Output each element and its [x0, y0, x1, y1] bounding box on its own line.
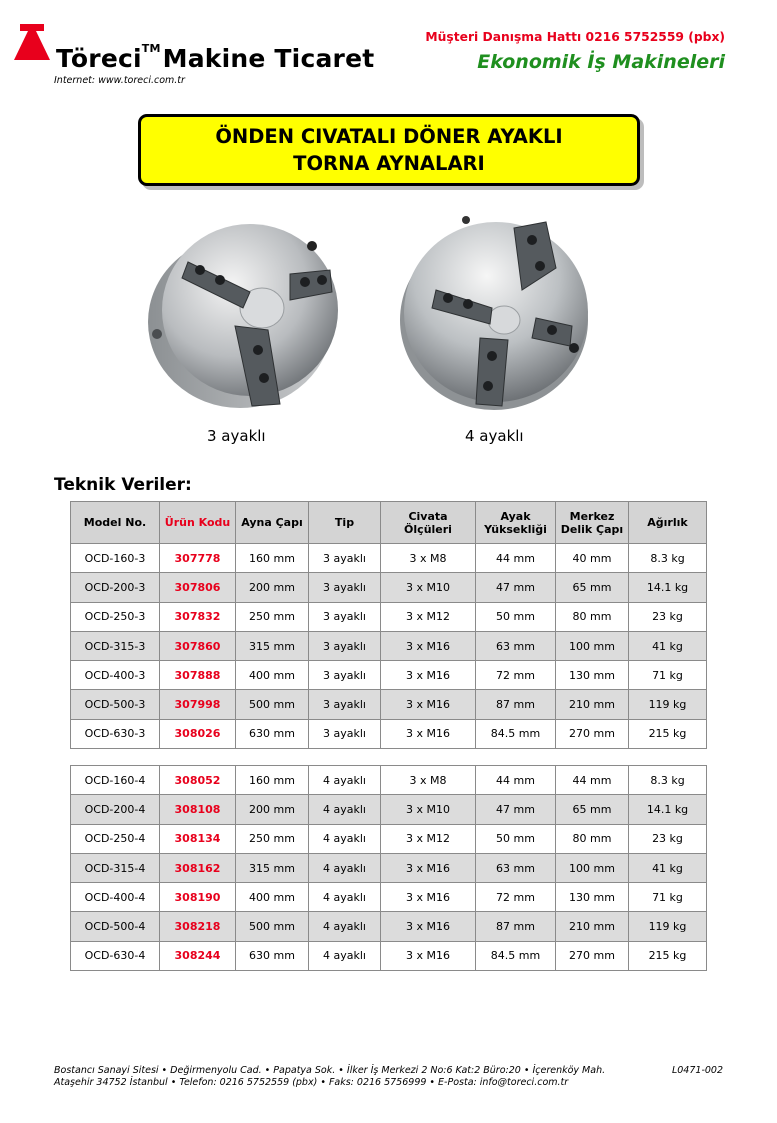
cell-bolt-size: 3 x M16 — [381, 690, 476, 719]
cell-bolt-size: 3 x M16 — [381, 853, 476, 882]
cell-type: 3 ayaklı — [309, 661, 381, 690]
cell-jaw-height: 50 mm — [476, 824, 556, 853]
cell-bolt-size: 3 x M8 — [381, 766, 476, 795]
cell-jaw-height: 44 mm — [476, 544, 556, 573]
cell-center-bore: 100 mm — [556, 853, 629, 882]
cell-type: 3 ayaklı — [309, 690, 381, 719]
cell-chuck-diameter: 160 mm — [236, 766, 309, 795]
cell-model: OCD-200-4 — [71, 795, 160, 824]
cell-weight: 41 kg — [629, 631, 707, 660]
table-row — [71, 766, 707, 795]
cell-weight: 71 kg — [629, 661, 707, 690]
cell-model: OCD-400-3 — [71, 661, 160, 690]
cell-jaw-height: 87 mm — [476, 912, 556, 941]
cell-type: 4 ayaklı — [309, 766, 381, 795]
cell-bolt-size: 3 x M16 — [381, 912, 476, 941]
cell-jaw-height: 87 mm — [476, 690, 556, 719]
page-title-line-1: ÖNDEN CIVATALI DÖNER AYAKLI — [215, 125, 563, 148]
customer-hotline: Müşteri Danışma Hattı 0216 5752559 (pbx) — [425, 30, 725, 44]
brand-name-main: Töreci — [56, 44, 142, 73]
document-code: L0471-002 — [671, 1065, 723, 1076]
cell-type: 3 ayaklı — [309, 544, 381, 573]
cell-type: 3 ayaklı — [309, 719, 381, 748]
cell-weight: 119 kg — [629, 912, 707, 941]
table-row — [71, 690, 707, 719]
cell-product-code: 307888 — [160, 661, 236, 690]
cell-product-code: 308134 — [160, 824, 236, 853]
cell-jaw-height: 63 mm — [476, 631, 556, 660]
cell-center-bore: 270 mm — [556, 719, 629, 748]
cell-chuck-diameter: 630 mm — [236, 941, 309, 970]
cell-model: OCD-250-4 — [71, 824, 160, 853]
table-row — [71, 631, 707, 660]
cell-product-code: 308190 — [160, 883, 236, 912]
col-header-type: Tip — [309, 502, 381, 544]
cell-model: OCD-200-3 — [71, 573, 160, 602]
cell-weight: 119 kg — [629, 690, 707, 719]
table-row — [71, 795, 707, 824]
cell-type: 3 ayaklı — [309, 602, 381, 631]
cell-center-bore: 80 mm — [556, 602, 629, 631]
cell-chuck-diameter: 200 mm — [236, 573, 309, 602]
caption-four-jaw: 4 ayaklı — [465, 427, 524, 445]
trademark-mark: TM — [141, 42, 161, 55]
cell-center-bore: 130 mm — [556, 661, 629, 690]
three-jaw-chuck-image — [140, 200, 340, 415]
cell-chuck-diameter: 400 mm — [236, 661, 309, 690]
cell-weight: 14.1 kg — [629, 795, 707, 824]
cell-bolt-size: 3 x M16 — [381, 631, 476, 660]
cell-bolt-size: 3 x M16 — [381, 719, 476, 748]
logo-t-icon — [12, 22, 52, 62]
cell-model: OCD-160-3 — [71, 544, 160, 573]
cell-center-bore: 100 mm — [556, 631, 629, 660]
cell-product-code: 307806 — [160, 573, 236, 602]
cell-product-code: 308052 — [160, 766, 236, 795]
cell-type: 4 ayaklı — [309, 883, 381, 912]
cell-type: 4 ayaklı — [309, 824, 381, 853]
table-row — [71, 602, 707, 631]
cell-center-bore: 270 mm — [556, 941, 629, 970]
cell-model: OCD-400-4 — [71, 883, 160, 912]
table-row — [71, 853, 707, 882]
cell-product-code: 308108 — [160, 795, 236, 824]
cell-jaw-height: 50 mm — [476, 602, 556, 631]
cell-bolt-size: 3 x M10 — [381, 795, 476, 824]
table-row — [71, 941, 707, 970]
section-title: Teknik Veriler: — [54, 475, 192, 495]
cell-model: OCD-630-3 — [71, 719, 160, 748]
col-header-chuck-diameter: Ayna Çapı — [236, 502, 309, 544]
table-row — [71, 573, 707, 602]
cell-chuck-diameter: 630 mm — [236, 719, 309, 748]
spec-table-3-jaw — [70, 501, 707, 749]
cell-weight: 215 kg — [629, 719, 707, 748]
cell-model: OCD-500-4 — [71, 912, 160, 941]
table-row — [71, 883, 707, 912]
table-row — [71, 912, 707, 941]
cell-jaw-height: 63 mm — [476, 853, 556, 882]
col-header-weight: Ağırlık — [629, 502, 707, 544]
cell-center-bore: 65 mm — [556, 795, 629, 824]
cell-center-bore: 65 mm — [556, 573, 629, 602]
cell-model: OCD-315-3 — [71, 631, 160, 660]
page-title-box — [138, 114, 640, 186]
cell-center-bore: 80 mm — [556, 824, 629, 853]
cell-jaw-height: 84.5 mm — [476, 941, 556, 970]
cell-product-code: 307998 — [160, 690, 236, 719]
caption-three-jaw: 3 ayaklı — [207, 427, 266, 445]
footer-line-2: Ataşehir 34752 İstanbul • Telefon: 0216 5752559 (pbx) • Faks: 0216 5756999 • E-Posta: info@toreci.com.tr — [54, 1077, 569, 1088]
cell-product-code: 308244 — [160, 941, 236, 970]
cell-weight: 23 kg — [629, 824, 707, 853]
cell-bolt-size: 3 x M8 — [381, 544, 476, 573]
four-jaw-chuck-image — [396, 208, 592, 413]
cell-model: OCD-630-4 — [71, 941, 160, 970]
website-link[interactable]: Internet: www.toreci.com.tr — [54, 75, 185, 86]
table-row — [71, 661, 707, 690]
cell-center-bore: 210 mm — [556, 690, 629, 719]
footer-address — [54, 1065, 605, 1089]
cell-center-bore: 130 mm — [556, 883, 629, 912]
cell-jaw-height: 72 mm — [476, 883, 556, 912]
cell-product-code: 308162 — [160, 853, 236, 882]
table-row — [71, 824, 707, 853]
brand-name-suffix: Makine Ticaret — [162, 44, 375, 73]
cell-product-code: 307778 — [160, 544, 236, 573]
cell-type: 3 ayaklı — [309, 573, 381, 602]
cell-bolt-size: 3 x M12 — [381, 824, 476, 853]
cell-center-bore: 210 mm — [556, 912, 629, 941]
cell-type: 4 ayaklı — [309, 912, 381, 941]
cell-model: OCD-250-3 — [71, 602, 160, 631]
cell-product-code: 308026 — [160, 719, 236, 748]
col-header-model: Model No. — [71, 502, 160, 544]
cell-model: OCD-315-4 — [71, 853, 160, 882]
cell-product-code: 307860 — [160, 631, 236, 660]
cell-jaw-height: 47 mm — [476, 795, 556, 824]
cell-chuck-diameter: 160 mm — [236, 544, 309, 573]
cell-bolt-size: 3 x M10 — [381, 573, 476, 602]
cell-chuck-diameter: 200 mm — [236, 795, 309, 824]
footer-line-1: Bostancı Sanayi Sitesi • Değirmenyolu Cad. • Papatya Sok. • İlker İş Merkezi 2 No:6 Kat:2 Büro:20 • İçerenköy Mah. — [54, 1065, 606, 1076]
col-header-jaw-height: Ayak Yüksekliği — [476, 502, 556, 544]
table-row — [71, 544, 707, 573]
cell-jaw-height: 72 mm — [476, 661, 556, 690]
cell-type: 4 ayaklı — [309, 941, 381, 970]
col-header-bolt-size: Civata Ölçüleri — [381, 502, 476, 544]
cell-jaw-height: 47 mm — [476, 573, 556, 602]
cell-center-bore: 40 mm — [556, 544, 629, 573]
brand-name — [56, 44, 374, 73]
cell-chuck-diameter: 315 mm — [236, 853, 309, 882]
cell-jaw-height: 84.5 mm — [476, 719, 556, 748]
col-header-product-code: Ürün Kodu — [160, 502, 236, 544]
cell-bolt-size: 3 x M16 — [381, 941, 476, 970]
spec-table-4-jaw — [70, 765, 707, 971]
cell-weight: 41 kg — [629, 853, 707, 882]
cell-type: 3 ayaklı — [309, 631, 381, 660]
cell-bolt-size: 3 x M12 — [381, 602, 476, 631]
cell-type: 4 ayaklı — [309, 795, 381, 824]
slogan: Ekonomik İş Makineleri — [477, 51, 725, 73]
cell-model: OCD-160-4 — [71, 766, 160, 795]
cell-chuck-diameter: 500 mm — [236, 912, 309, 941]
cell-weight: 8.3 kg — [629, 766, 707, 795]
cell-weight: 23 kg — [629, 602, 707, 631]
cell-chuck-diameter: 400 mm — [236, 883, 309, 912]
cell-center-bore: 44 mm — [556, 766, 629, 795]
cell-weight: 8.3 kg — [629, 544, 707, 573]
cell-weight: 14.1 kg — [629, 573, 707, 602]
cell-weight: 215 kg — [629, 941, 707, 970]
cell-chuck-diameter: 315 mm — [236, 631, 309, 660]
cell-chuck-diameter: 500 mm — [236, 690, 309, 719]
col-header-center-bore: Merkez Delik Çapı — [556, 502, 629, 544]
cell-chuck-diameter: 250 mm — [236, 824, 309, 853]
cell-model: OCD-500-3 — [71, 690, 160, 719]
cell-type: 4 ayaklı — [309, 853, 381, 882]
table-header-row — [71, 502, 707, 544]
cell-product-code: 307832 — [160, 602, 236, 631]
table-row — [71, 719, 707, 748]
cell-bolt-size: 3 x M16 — [381, 661, 476, 690]
cell-bolt-size: 3 x M16 — [381, 883, 476, 912]
cell-chuck-diameter: 250 mm — [236, 602, 309, 631]
cell-jaw-height: 44 mm — [476, 766, 556, 795]
cell-product-code: 308218 — [160, 912, 236, 941]
cell-weight: 71 kg — [629, 883, 707, 912]
page-title-line-2: TORNA AYNALARI — [293, 152, 485, 175]
